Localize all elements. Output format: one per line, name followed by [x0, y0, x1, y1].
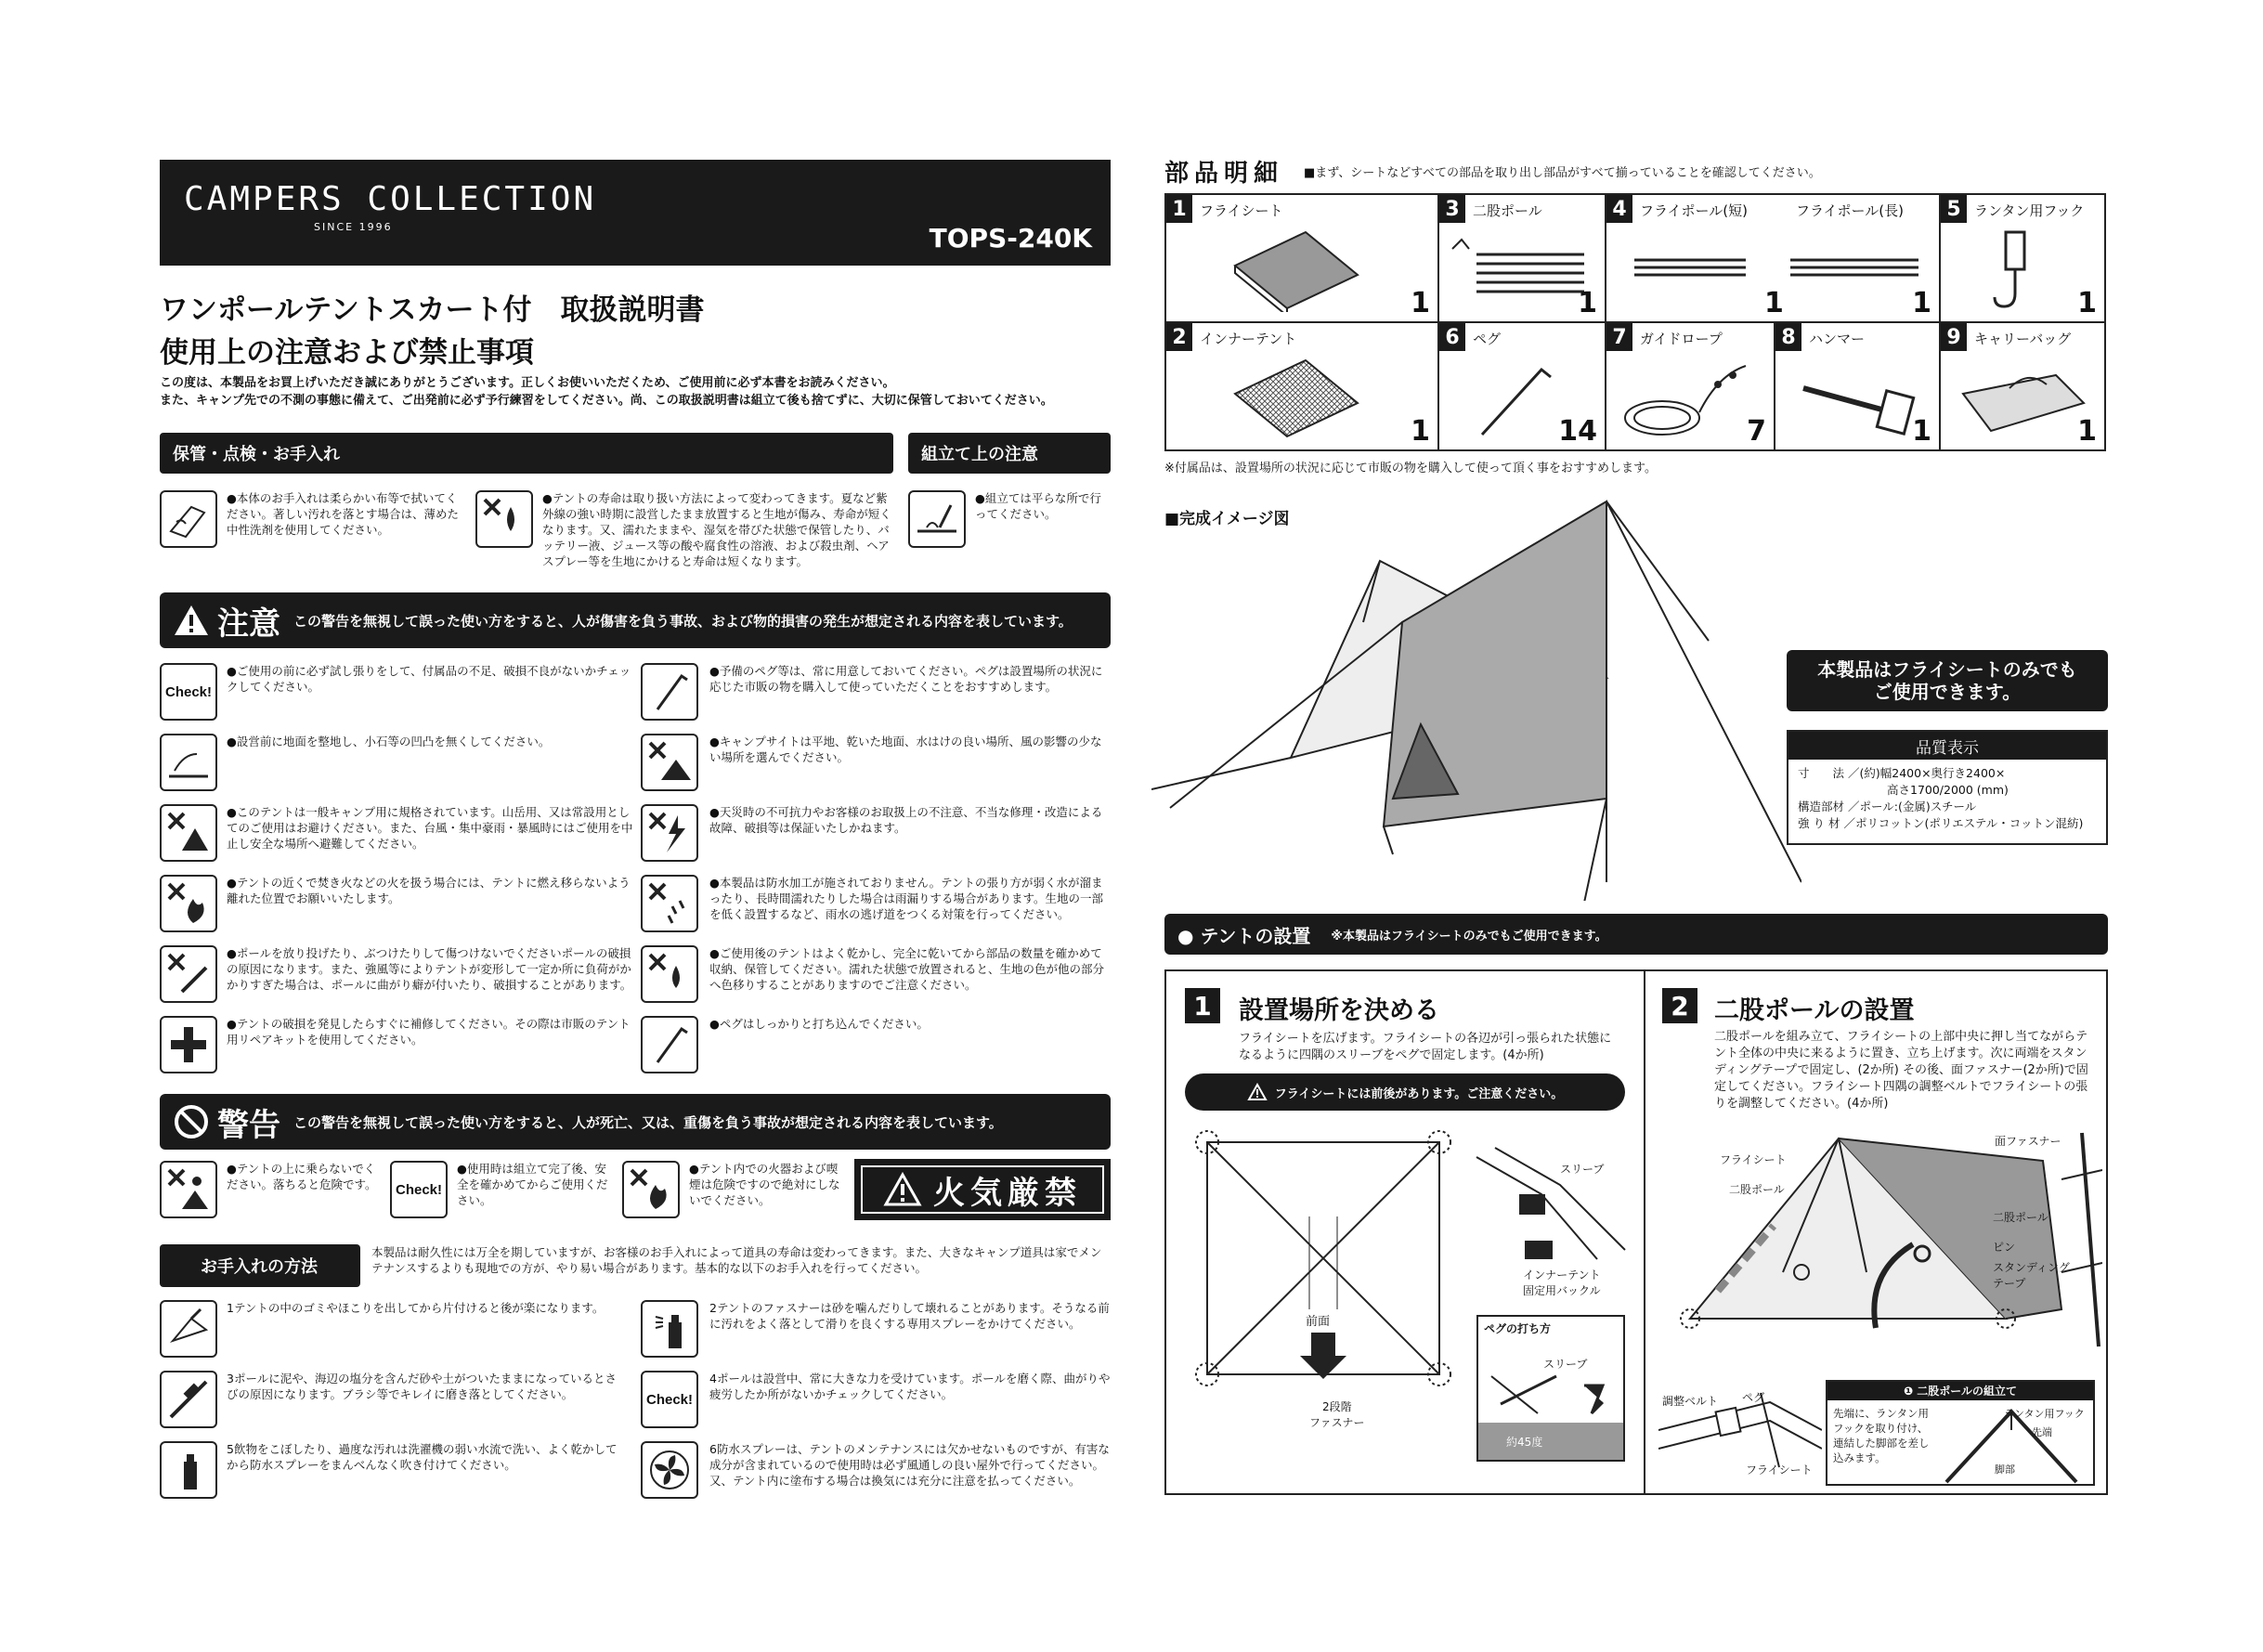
brush-pole-icon [160, 1371, 217, 1428]
warning-triangle-icon [173, 604, 210, 637]
peg-angle-band: 約45度 [1478, 1423, 1623, 1460]
fly-pole-icon [1634, 251, 1922, 288]
step-1-alert: フライシートには前後があります。ご注意ください。 [1185, 1073, 1625, 1111]
part-1: 1 フライシート 1 [1164, 193, 1439, 323]
caution-right-1: ●予備のペグ等は、常に用意しておいてください。ペグは設置場所の状況に応じた市販の物を購入して使っていただくことをおすすめします。 [709, 664, 1103, 694]
quality-row: 高さ1700/2000 (mm) [1887, 783, 2009, 797]
quality-title: 品質表示 [1788, 732, 2106, 760]
lantern-hook-icon [1987, 228, 2052, 318]
check-icon: Check! [160, 663, 217, 721]
care-item-4: 4ポールは設営中、常に大きな力を受けています。ポールを磨く際、曲がりや疲労したか所がないかチェックしてください。 [709, 1372, 1111, 1401]
label-buckle: インナーテント 固定用バックル [1523, 1268, 1601, 1297]
peg-icon [641, 663, 698, 721]
image-title: ■完成イメージ図 [1164, 510, 1290, 528]
part-2: 2 インナーテント 1 [1164, 321, 1439, 451]
brand-header [160, 160, 1111, 266]
warning-item-1: ●テントの上に乗らないでください。落ちると危険です。 [227, 1162, 377, 1191]
flysheet-icon [1231, 228, 1361, 312]
caution-left-3: ●このテントは一般キャンプ用に規格されています。山岳用、又は常設用としてのご使用はお避けください。また、台風・集中豪雨・暴風時にはご使用を中止し安全な場所へ避難してください。 [227, 805, 633, 851]
fire-forbidden-text: 火気厳禁 [933, 1174, 1082, 1212]
care-item-6: 6防水スプレーは、テントのメンテナンスには欠かせないものですが、有害な成分が含まれているので使用時は必ず風通しの良い屋外で行ってください。又、テント内に塗布する場合は換気には充分に注意を払ってください。 [709, 1442, 1110, 1488]
part-7: 7 ガイドロープ 7 [1605, 321, 1775, 451]
label-belt: 調整ベルト [1662, 1395, 1719, 1408]
label-joint: 脚部 [1995, 1463, 2015, 1476]
part-4: 4 フライポール(短) フライポール(長) 1 1 [1605, 193, 1941, 323]
warning-desc: この警告を無視して誤った使い方をすると、人が死亡、又は、重傷を負う事故が想定される内容を表しています。 [293, 1113, 1003, 1131]
assembly-item: ●組立ては平らな所で行ってください。 [975, 491, 1101, 521]
quality-row: 構造部材 ／ポール:(金属)スチール [1798, 800, 1977, 813]
storage-item-1: ●本体のお手入れは柔らかい布等で拭いてください。著しい汚れを落とす場合は、薄めた中性洗剤を使用してください。 [227, 491, 460, 537]
no-fire-indoors-icon [622, 1161, 680, 1218]
prohibited-icon [173, 1103, 210, 1140]
flysheet-only-badge: 本製品はフライシートのみでもご使用できます。 [1787, 650, 2108, 711]
no-lightning-icon [641, 804, 698, 862]
caution-left-1: ●ご使用の前に必ず試し張りをして、付属品の不足、破損不良がないかチェックしてください。 [227, 664, 631, 694]
guy-rope-icon [1616, 357, 1755, 446]
setup-header: ● テントの設置 [1177, 924, 1311, 947]
caution-label: 注意 [217, 605, 280, 643]
no-storm-icon [160, 804, 217, 862]
care-item-3: 3ポールに泥や、海辺の塩分を含んだ砂や土がついたままになっているとさびの原因になります。ブラシ等でキレイに磨き落としてください。 [227, 1372, 617, 1401]
no-climb-icon [160, 1161, 217, 1218]
caution-right-2: ●キャンプサイトは平地、乾いた地面、水はけの良い場所、風の影響の少ない場所を選んでください。 [709, 735, 1102, 764]
intro-line2: また、キャンプ先での不測の事態に備えて、ご出発前に必ず予行練習をしてください。尚、この取扱説明書は組立て後も捨てずに、大切に保管しておいてください。 [160, 394, 1053, 408]
label-lantern: ランタン用フック [2004, 1408, 2085, 1420]
warning-item-3: ●テント内での火器および喫煙は危険ですので絶対にしないでください。 [689, 1162, 840, 1207]
step-1-body: フライシートを広げます。フライシートの各辺が引っ張られた状態になるように四隅のスリーブをペグで固定します。(4か所) [1239, 1032, 1612, 1062]
care-item-5: 5飲物をこぼしたり、過度な汚れは洗濯機の弱い水流で洗い、よく乾かしてから防水スプレーをまんべんなく吹き付けてください。 [227, 1442, 618, 1472]
warning-bar [160, 1094, 1111, 1150]
model-number: TOPS-240K [929, 223, 1092, 254]
flat-ground-icon [908, 490, 966, 548]
caution-left-2: ●設営前に地面を整地し、小石等の凹凸を無くしてください。 [227, 735, 551, 748]
storage-item-2: ●テントの寿命は取り扱い方法によって変わってきます。夏など紫外線の強い時期に設営したまま放置すると生地が傷み、寿命が短くなります。又、濡れたままや、湿気を帯びた状態で保管したり、バッテリー液、ジュース等の酸や腐食性の溶液、および殺虫剤、ヘアスプレー等を生地にかけると寿命は短くなります。 [542, 491, 891, 568]
label-tip: 先端 [2032, 1426, 2052, 1438]
caution-left-6: ●テントの破損を発見したらすぐに補修してください。その際は市販のテント用リペアキットを使用してください。 [227, 1017, 631, 1047]
setup-header-bar [1164, 914, 2108, 955]
inner-tent-icon [1231, 357, 1361, 446]
step-1-title: 設置場所を決める [1239, 996, 1439, 1025]
care-desc: 本製品は耐久性には万全を期していますが、お客様のお手入れによって道具の寿命は変わってきます。また、大きなキャンプ道具は家でメンテナンスするよりも現地での方が、やり易い場合があります。基本的な以下のお手入れを行ってください。 [371, 1245, 1102, 1275]
warning-triangle-icon [1247, 1083, 1268, 1101]
caution-right-5: ●ご使用後のテントはよく乾かし、完全に乾いてから部品の数量を確かめて収納、保管してください。濡れた状態で放置されると、生地の色が他の部分へ色移りすることがありますのでご注意ください。 [709, 946, 1105, 992]
pole-assembly-title: ❶ 二股ポールの組立て [1827, 1382, 2093, 1400]
label-fly: フライシート [1720, 1153, 1787, 1166]
caution-desc: この警告を無視して誤った使い方をすると、人が傷害を負う事故、および物的損害の発生が想定される内容を表しています。 [293, 612, 1073, 630]
warning-item-2: ●使用時は組立て完了後、安全を確かめてからご使用ください。 [457, 1162, 608, 1207]
quality-row: 強 り 材 ／ポリコットン(ポリエステル・コットン混紡) [1798, 816, 2084, 830]
care-header: お手入れの方法 [160, 1244, 360, 1287]
setup-sub: ※本製品はフライシートのみでもご使用できます。 [1331, 929, 1607, 943]
repair-plus-icon [160, 1016, 217, 1073]
caution-right-6: ●ペグはしっかりと打ち込んでください。 [709, 1017, 929, 1031]
intro-line1: この度は、本製品をお買上げいただき誠にありがとうございます。正しくお使いいただくため、ご使用前に必ず本書をお読みください。 [160, 376, 895, 390]
no-waterproof-icon [641, 875, 698, 932]
no-wet-storage-icon [641, 945, 698, 1003]
part-3: 3 二股ポール 1 [1437, 193, 1606, 323]
care-item-2: 2テントのファスナーは砂を噛んだりして壊れることがあります。そうなる前に汚れをよく落として滑りを良くする専用スプレーをかけてください。 [709, 1301, 1110, 1331]
peg-icon [1476, 357, 1560, 440]
parts-note: ■まず、シートなどすべての部品を取り出し部品がすべて揃っていることを確認してください。 [1304, 166, 1821, 180]
warning-triangle-icon [883, 1172, 922, 1207]
parts-title: 部品明細 [1164, 160, 1284, 188]
check-icon: Check! [641, 1371, 698, 1428]
fire-forbidden-sign [854, 1159, 1111, 1220]
brand-since: SINCE 1996 [314, 221, 393, 233]
brand-name: CAMPERS COLLECTION [184, 180, 597, 218]
step-1-number: 1 [1185, 988, 1220, 1023]
flysheet-layout-diagram [1189, 1124, 1458, 1393]
peg-drive-icon [641, 1016, 698, 1073]
caution-bar [160, 592, 1111, 648]
title-line2: 使用上の注意および禁止事項 [160, 336, 534, 370]
peg-angle-diagram [1482, 1348, 1621, 1424]
quality-row: 寸 法 ／(約)幅2400×奥行き2400× [1798, 766, 2006, 780]
label-tape: スタンディング テープ [1993, 1261, 2070, 1290]
label-peg: ペグ [1742, 1391, 1765, 1404]
part-5: 5 ランタン用フック 1 [1939, 193, 2106, 323]
step-2-number: 2 [1662, 988, 1697, 1023]
no-throw-pole-icon [160, 945, 217, 1003]
assembly-header: 組立て上の注意 [908, 433, 1111, 474]
label-sleeve: スリーブ [1560, 1163, 1605, 1176]
label-front: 前面 [1306, 1315, 1331, 1329]
no-chemicals-icon [475, 490, 533, 548]
carry-bag-icon [1954, 357, 2093, 446]
caution-right-3: ●天災時の不可抗力やお客様のお取扱上の不注意、不当な修理・改造による故障、破損等は保証いたしかねます。 [709, 805, 1103, 835]
no-wet-ground-icon [641, 734, 698, 791]
spray-icon [641, 1300, 698, 1358]
title-line1: ワンポールテントスカート付 取扱説明書 [160, 293, 705, 327]
storage-header: 保管・点検・お手入れ [160, 433, 893, 474]
care-item-1: 1テントの中のゴミやほこりを出してから片付けると後が楽になります。 [227, 1301, 605, 1315]
ventilation-fan-icon [641, 1441, 698, 1499]
label-velcro: 面ファスナー [1995, 1135, 2061, 1148]
pole-assembly-box [1826, 1380, 2095, 1486]
dustpan-icon [160, 1300, 217, 1358]
label-zipper: 2段階 ファスナー [1309, 1400, 1365, 1429]
cloth-wipe-icon [160, 490, 217, 548]
part-6: 6 ペグ 14 [1437, 321, 1606, 451]
completed-tent-illustration [1151, 492, 1801, 901]
peg-method-title: ペグの打ち方 [1484, 1322, 1552, 1335]
level-ground-icon [160, 734, 217, 791]
label-pin: ピン [1993, 1241, 2016, 1254]
warning-label: 警告 [217, 1106, 280, 1144]
caution-left-5: ●ポールを放り投げたり、ぶつけたりして傷つけないでくださいポールの破損の原因になります。また、強風等によりテントが変形して一定か所に負荷がかかりすぎた場合は、ポールに曲がり癖が付いたり、破損することがあります。 [227, 946, 632, 992]
parts-footnote: ※付属品は、設置場所の状況に応じて市販の物を購入して使って頂く事をおすすめします。 [1164, 462, 1657, 475]
no-fire-icon [160, 875, 217, 932]
pole-assembly-body: 先端に、ランタン用フックを取り付け、連結した脚部を差し込みます。 [1833, 1407, 1930, 1464]
hammer-icon [1794, 360, 1924, 444]
waterproof-spray-icon [160, 1441, 217, 1499]
step-2-title: 二股ポールの設置 [1714, 996, 1915, 1025]
label-pole: 二股ポール [1729, 1183, 1785, 1196]
part-8: 8 ハンマー 1 [1774, 321, 1941, 451]
label-pole2: 二股ポール [1993, 1211, 2048, 1224]
caution-left-4: ●テントの近くで焚き火などの火を扱う場合には、テントに燃え移らないよう離れた位置でお願いいたします。 [227, 876, 631, 905]
two-leg-pole-icon [1449, 232, 1588, 306]
quality-box [1787, 730, 2108, 845]
label-fly2: フライシート [1746, 1463, 1813, 1476]
step-2-body: 二股ポールを組み立て、フライシートの上部中央に押し当てながらテント全体の中央に来るように置き、立ち上げます。次に両端をスタンディングテープで固定し、(2か所) その後、面ファスナー(2か所)で固定してください。フライシート四隅の調整ベルトでフライシートの張りを調整してください。(4か所) [1714, 1030, 2088, 1111]
label-sleeve2: スリーブ [1543, 1358, 1588, 1371]
check-icon: Check! [390, 1161, 448, 1218]
peg-method-box [1476, 1315, 1625, 1462]
caution-right-4: ●本製品は防水加工が施されておりません。テントの張り方が弱く水が溜まったり、長時間濡れたりした場合は雨漏りする場合があります。生地の一部を低く設置するなど、雨水の逃げ道をつくる対策を行ってください。 [709, 876, 1104, 921]
part-9: 9 キャリーバッグ 1 [1939, 321, 2106, 451]
